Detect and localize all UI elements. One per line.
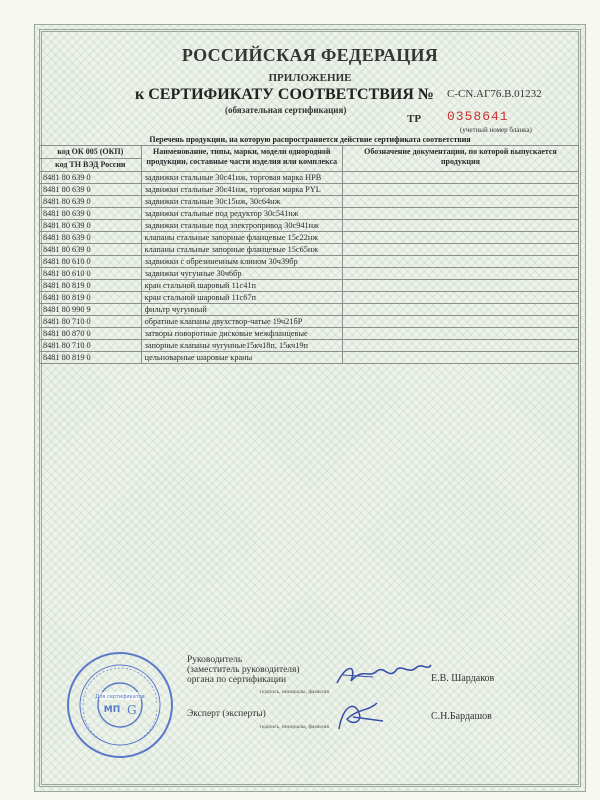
product-code: 8481 80 710 0: [40, 316, 142, 328]
certificate-heading: к СЕРТИФИКАТУ СООТВЕТСТВИЯ №: [135, 86, 434, 103]
product-documentation: [342, 220, 578, 232]
expert-name: С.Н.Бардашов: [431, 711, 492, 722]
product-list-intro: Перечень продукции, на которую распространяется действие сертификата соответствия: [149, 135, 471, 144]
product-rows: [40, 172, 579, 364]
table-row: [40, 292, 579, 304]
product-code: 8481 80 990 9: [40, 304, 142, 316]
product-name: задвижки с обрезиненным клином 30ч39бр: [141, 256, 342, 268]
product-code: 8481 80 639 0: [40, 172, 142, 184]
product-name: запорные клапаны чугунные15кч18п, 15кч19п: [141, 340, 342, 352]
product-name: задвижки стальные 30с41нж, торговая марка HPB: [141, 172, 342, 184]
product-documentation: [342, 304, 578, 316]
head-name: Е.В. Шардаков: [431, 673, 495, 684]
product-documentation: [342, 256, 578, 268]
table-row: [40, 256, 579, 268]
product-code: 8481 80 819 0: [40, 280, 142, 292]
table-row: [40, 280, 579, 292]
product-name: задвижки стальные под электропривод 30с941нж: [141, 220, 342, 232]
product-code: 8481 80 710 0: [40, 340, 142, 352]
product-code: 8481 80 639 0: [40, 232, 142, 244]
annex-title: ПРИЛОЖЕНИЕ: [268, 72, 352, 84]
stamp-mark: МП: [103, 705, 121, 715]
head-signature-caption: подпись, инициалы, фамилия: [260, 689, 329, 695]
certificate-number: C-CN.АГ76.В.01232: [447, 88, 542, 100]
table-row: [40, 196, 579, 208]
product-documentation: [342, 208, 578, 220]
table-row: [40, 268, 579, 280]
table-row: [40, 316, 579, 328]
product-name: клапаны стальные запорные фланцевые 15с65нж: [141, 244, 342, 256]
product-code: 8481 80 639 0: [40, 208, 142, 220]
head-signature: [333, 657, 433, 693]
table-row: [40, 172, 579, 184]
product-documentation: [342, 352, 578, 364]
header-okp: код ОК 005 (ОКП): [40, 146, 142, 159]
product-documentation: [342, 268, 578, 280]
country-title: РОССИЙСКАЯ ФЕДЕРАЦИЯ: [181, 45, 439, 65]
product-documentation: [342, 172, 578, 184]
blank-number-caption: (учетный номер бланка): [460, 126, 532, 134]
blank-number: 0358641: [447, 109, 509, 124]
table-row: [40, 244, 579, 256]
table-row: [40, 208, 579, 220]
table-row: [40, 304, 579, 316]
mandatory-note: (обязательная сертификация): [225, 105, 347, 115]
product-code: 8481 80 639 0: [40, 196, 142, 208]
printer-footer: — · — · — · — · — · — · — · — · — · — · — · — · — · — · — · — · — · —: [155, 781, 314, 786]
product-documentation: [342, 280, 578, 292]
certificate-sheet: [34, 24, 586, 792]
product-documentation: [342, 244, 578, 256]
product-documentation: [342, 328, 578, 340]
product-code: 8481 80 610 0: [40, 268, 142, 280]
product-code: 8481 80 870 0: [40, 328, 142, 340]
header-tnved: код ТН ВЭД России: [40, 159, 142, 172]
expert-signature: [333, 695, 393, 735]
product-name: кран стальной шаровый 11с67п: [141, 292, 342, 304]
seal-stamp: [65, 650, 175, 760]
table-row: [40, 184, 579, 196]
product-name: клапаны стальные запорные фланцевые 15с22нж: [141, 232, 342, 244]
product-name: задвижки стальные 30с15нж, 30с64нж: [141, 196, 342, 208]
product-code: 8481 80 819 0: [40, 352, 142, 364]
product-documentation: [342, 292, 578, 304]
product-documentation: [342, 340, 578, 352]
product-code: 8481 80 819 0: [40, 292, 142, 304]
product-name: фильтр чугунный: [141, 304, 342, 316]
head-signatory-title: Руководитель (заместитель руководителя) органа по сертификации: [187, 655, 300, 685]
table-row: [40, 328, 579, 340]
product-name: затворы поворотные дисковые межфланцевые: [141, 328, 342, 340]
table-row: [40, 352, 579, 364]
product-table: [39, 145, 579, 364]
svg-text:G: G: [127, 703, 137, 717]
expert-signature-caption: подпись, инициалы, фамилия: [260, 724, 329, 730]
stamp-text: Для сертификатов: [95, 694, 145, 700]
product-documentation: [342, 316, 578, 328]
product-code: 8481 80 610 0: [40, 256, 142, 268]
product-name: задвижки чугунные 30ч6бр: [141, 268, 342, 280]
product-name: цельноварные шаровые краны: [141, 352, 342, 364]
expert-title: Эксперт (эксперты): [187, 709, 266, 719]
product-name: задвижки стальные под редуктор 30с541нж: [141, 208, 342, 220]
product-name: задвижки стальные 30с41нж, торговая марка PYL: [141, 184, 342, 196]
product-code: 8481 80 639 0: [40, 220, 142, 232]
header-product-name: Наименование, типы, марки, модели однородной продукции, составные части изделия или комплекса: [141, 146, 342, 172]
header-documentation: Обозначение документации, по которой выпускается продукция: [342, 146, 578, 172]
product-name: кран стальной шаровый 11с41п: [141, 280, 342, 292]
table-row: [40, 340, 579, 352]
product-documentation: [342, 184, 578, 196]
product-code: 8481 80 639 0: [40, 184, 142, 196]
tp-label: ТР: [407, 113, 422, 125]
product-name: обратные клапаны двухствор-чатые 19ч21бР: [141, 316, 342, 328]
product-code: 8481 80 639 0: [40, 244, 142, 256]
table-row: [40, 220, 579, 232]
product-documentation: [342, 232, 578, 244]
product-documentation: [342, 196, 578, 208]
table-row: [40, 232, 579, 244]
